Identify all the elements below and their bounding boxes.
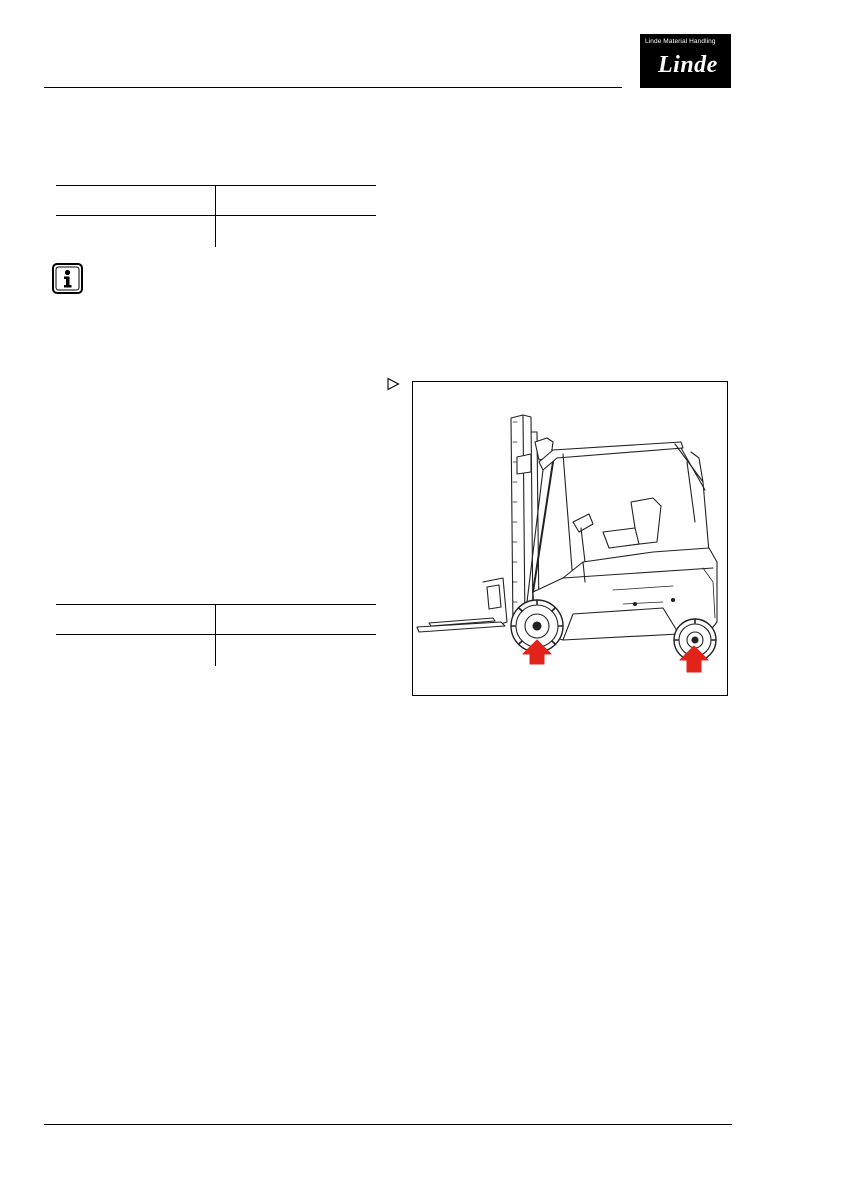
forklift-forks <box>417 578 507 632</box>
table-column-divider <box>215 604 216 666</box>
spec-table-bottom <box>56 604 376 666</box>
info-icon <box>52 263 83 294</box>
table-header-rule <box>56 634 376 635</box>
table-column-divider <box>215 185 216 247</box>
forklift-figure <box>412 381 728 696</box>
table-top-rule <box>56 185 376 186</box>
logo-tagline: Linde Material Handling <box>645 38 716 45</box>
table-top-rule <box>56 604 376 605</box>
figure-reference-triangle-icon <box>386 377 400 391</box>
forklift-illustration <box>413 382 728 696</box>
footer-rule <box>44 1124 732 1125</box>
logo-wordmark: Linde <box>658 52 718 78</box>
spec-table-top <box>56 185 376 247</box>
table-header-rule <box>56 215 376 216</box>
header-rule <box>44 87 622 88</box>
linde-logo <box>640 34 731 88</box>
